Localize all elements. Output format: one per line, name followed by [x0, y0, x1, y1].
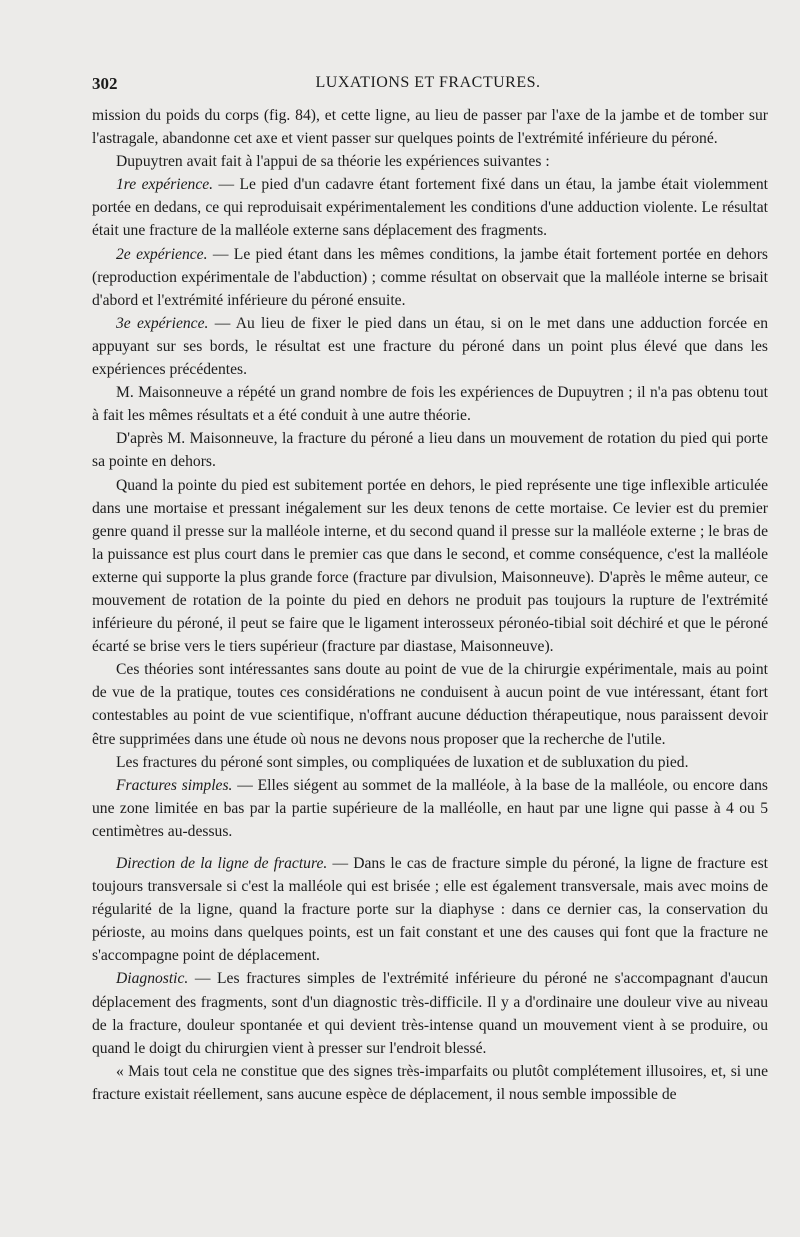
running-title: LUXATIONS ET FRACTURES.: [315, 74, 541, 91]
page-number: 302: [92, 74, 118, 93]
paragraph: Fractures simples. — Elles siégent au sommet de la malléole, à la base de la malléole, ou encore dans une zone limitée en bas par la partie supérieure de la malléolle, en haut par une ligne qui passe à 4 ou 5 centimètres au-dessus.: [92, 776, 768, 840]
lead-italic: 2e expérience.: [116, 245, 208, 263]
paragraph: Diagnostic. — Les fractures simples de l'extrémité inférieure du péroné ne s'accompagnant d'aucun déplacement des fragments, sont d'un diagnostic très-difficile. Il y a d'ordinaire une douleur vive au niveau de la fracture, douleur spontanée et qui devient très-intense quand un mouvement vient à se produire, ou quand le doigt du chirurgien vient à presser sur l'endroit blessé.: [92, 970, 768, 1057]
paragraph: Les fractures du péroné sont simples, ou compliquées de luxation et de subluxation du pied.: [116, 753, 689, 771]
paragraph: Dupuytren avait fait à l'appui de sa théorie les expériences suivantes :: [116, 153, 550, 171]
paragraph: Direction de la ligne de fracture. — Dans le cas de fracture simple du péroné, la ligne de fracture est toujours transversale si c'est la malléole qui est brisée ; elle est également transversale, mais avec moins de régularité de la ligne, quand la fracture porte sur la diaphyse : dans ce dernier cas, la conservation du périoste, au moins dans quelques points, est un fait constant et une des causes qui font que la fracture ne s'accompagne point de déplacement.: [92, 855, 768, 965]
lead-italic: 1re expérience.: [116, 176, 214, 194]
paragraph: 2e expérience. — Le pied étant dans les mêmes conditions, la jambe était fortement portée en dehors (reproduction expérimentale de l'abduction) ; comme résultat on observait que la malléole interne se brisait d'abord et l'extrémité inférieure du péroné ensuite.: [92, 245, 768, 309]
paragraph: 3e expérience. — Au lieu de fixer le pied dans un étau, si on le met dans une adduction forcée en appuyant sur ses bords, le résultat est une fracture du péroné dans un point plus élevé que dans les expériences précédentes.: [92, 314, 768, 379]
lead-italic: Direction de la ligne de fracture.: [116, 855, 328, 872]
lead-italic: Diagnostic.: [116, 970, 189, 988]
running-header: [92, 74, 764, 98]
lead-italic: 3e expérience.: [116, 314, 209, 332]
paragraph: mission du poids du corps (fig. 84), et cette ligne, au lieu de passer par l'axe de la jambe et de tomber sur l'astragale, abandonne cet axe et vient passer sur quelques points de l'extrémité inférieure du péroné.: [92, 107, 768, 148]
paragraph: M. Maisonneuve a répété un grand nombre de fois les expériences de Dupuytren ; il n'a pas obtenu tout à fait les mêmes résultats et a été conduit à une autre théorie.: [92, 384, 768, 425]
paragraph: D'après M. Maisonneuve, la fracture du péroné a lieu dans un mouvement de rotation du pied qui porte sa pointe en dehors.: [92, 430, 768, 471]
body-text: [92, 104, 768, 1106]
paragraph: Ces théories sont intéressantes sans doute au point de vue de la chirurgie expérimentale, mais au point de vue de la pratique, toutes ces considérations ne conduisent à aucun point de vue intéressant, étant fort contestables au point de vue scientifique, n'offrant aucune déduction thérapeutique, nous paraissent devoir être supprimées dans une étude où nous ne devons nous proposer que la recherche de l'utile.: [92, 661, 768, 748]
paragraph: 1re expérience. — Le pied d'un cadavre étant fortement fixé dans un étau, la jambe était violemment portée en dedans, ce qui reproduisait expérimentalement les conditions d'une adduction violente. Le résultat était une fracture de la malléole externe sans déplacement des fragments.: [92, 176, 768, 240]
lead-italic: Fractures simples.: [116, 776, 233, 794]
paragraph: Quand la pointe du pied est subitement portée en dehors, le pied représente une tige inflexible articulée dans une mortaise et pressant inégalement sur les deux tenons de cette mortaise. Ce levier est du premier genre quand il presse sur la malléole interne, et du second quand il presse sur la malléole externe ; le bras de la puissance est plus court dans le premier cas que dans le second, et comme conséquence, c'est la malléole externe qui supporte la plus grande force (fracture par divulsion, Maisonneuve). D'après le même auteur, ce mouvement de rotation de la pointe du pied en dehors ne produit pas toujours la rupture de l'extrémité inférieure du péroné, il peut se faire que le ligament interosseux péronéo-tibial soit déchiré et que le péroné écarté se brise vers le tiers supérieur (fracture par diastase, Maisonneuve).: [92, 476, 768, 656]
paragraph: « Mais tout cela ne constitue que des signes très-imparfaits ou plutôt complétement illusoires, et, si une fracture existait réellement, sans aucune espèce de déplacement, il nous semble impossible de: [92, 1062, 768, 1103]
